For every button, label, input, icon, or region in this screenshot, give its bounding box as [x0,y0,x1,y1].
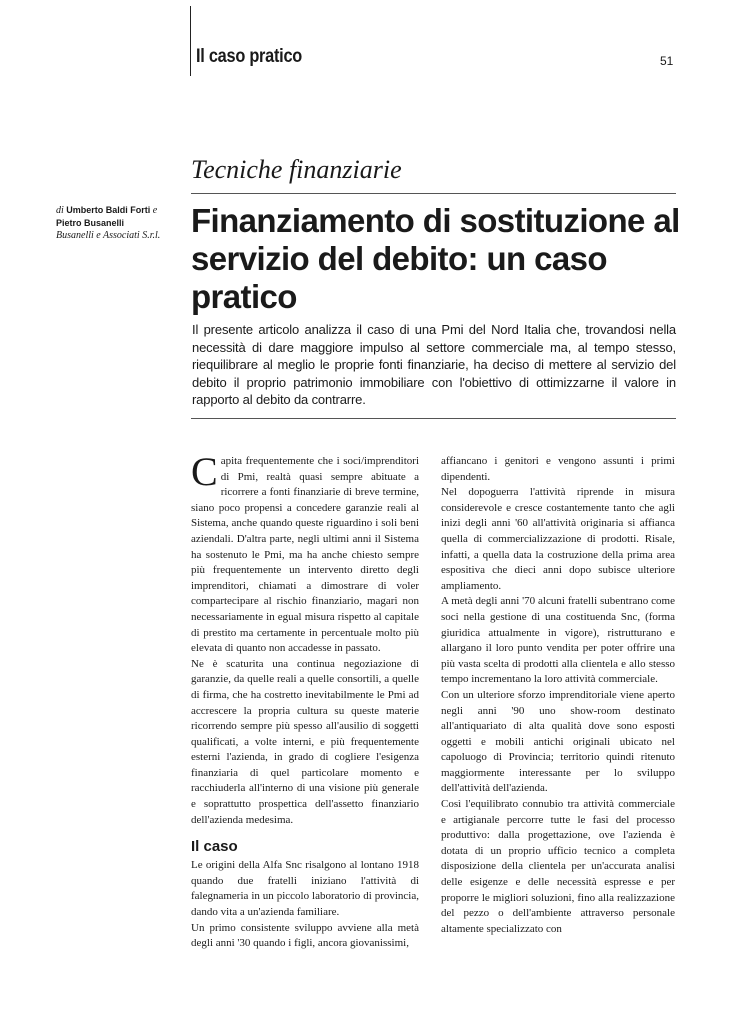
body-paragraph: affiancano i genitori e vengono assunti i primi dipendenti. [441,455,675,483]
article-abstract: Il presente articolo analizza il caso di una Pmi del Nord Italia che, trovandosi nella necessità di dare maggiore impulso al settore commerciale ma, al tempo stesso, riequilibrare al meglio le proprie fonti finanziarie, ha deciso di mettere al servizio del debito il proprio patrimonio immobiliare con l'obiettivo di ottimizzarne il valore in rapporto al debito da contrarre. [192,322,676,407]
body-paragraph: Un primo consistente sviluppo avviene alla metà degli anni '30 quando i figli, ancora giovanissimi, [191,921,419,950]
drop-cap: C [191,449,218,494]
article-headline: Finanziamento di sostituzione al servizio del debito: un caso pratico [191,202,680,315]
header-rule [190,6,191,76]
author-prefix: di [56,205,64,216]
author-affiliation: Busanelli e Associati S.r.l. [56,230,161,241]
section-rule [191,193,676,194]
body-column-right [441,454,675,937]
page-number: 51 [660,54,674,68]
body-paragraph: Ne è scaturita una continua negoziazione di garanzie, da quelle reali a quelle consortili, a quelle di firma, che ha costretto inevitabilmente le Pmi ad accrescere la propria cultura su queste materie ricorrendo sempre più spesso all'ausilio di soggetti qualificati, a volte interni, e più frequentemente esterni l'azienda, in grado di cogliere l'esigenza finanziaria di quel particolare momento e racchiuderla all'interno di una visione più generale e soprattutto prospettica dell'assetto finanziario dell'azienda medesima. [191,657,419,826]
author-conjunction: e [152,205,158,216]
paragraph-text: apita frequentemente che i soci/imprenditori di Pmi, realtà quasi sempre abituate a ricorrere a fonti finanziarie di breve termine, siano poco propensi a concedere garanzie reali al Sistema, anche quando queste riguardino i soli beni aziendali. D'altra parte, negli ultimi anni il Sistema ha sostenuto le Pmi, ma ha anche chiesto sempre più frequentemente un intervento diretto degli imprenditori, chiamati a dimostrare di voler compartecipare al rischio finanziario, magari non necessariamente in egual misura rispetto al capitale di prestito ma certamente in percentuale molto più elevata di quanto non accadesse in passato. [191,455,419,655]
author-name: Umberto Baldi Forti [66,205,151,215]
section-title: Tecniche finanziarie [191,155,402,184]
body-paragraph: A metà degli anni '70 alcuni fratelli subentrano come soci nella gestione di una costituenda Snc, (forma giuridica attualmente in vigore), ristrutturano e allargano il loro punto vendita per poter offrire una più vasta scelta di prodotti alla clientela e allo stesso tempo incrementano la loro attività commerciale. [441,595,675,686]
author-name: Pietro Busanelli [56,218,125,228]
body-paragraph: Nel dopoguerra l'attività riprende in misura considerevole e cresce costantemente tanto che agli inizi degli anni '60 all'attività originaria si affianca quella di commercializzazione di prodotti. Risale, infatti, a quella data la costruzione della prima area espositiva che dieci anni dopo subisce ulteriore ampliamento. [441,486,675,592]
body-paragraph [191,449,419,657]
body-column-left [191,449,419,952]
body-paragraph: Le origini della Alfa Snc risalgono al lontano 1918 quando due fratelli iniziano l'attività di falegnameria in un piccolo laboratorio di provincia, dando vita a un'azienda familiare. [191,859,419,919]
author-block [56,204,188,242]
subheading: Il caso [191,838,238,856]
body-paragraph: Con un ulteriore sforzo imprenditoriale viene aperto negli anni '90 uno show-room destinato all'antiquariato di alta qualità dove sono esposti oggetti e mobili antichi originali ubicato nel capoluogo di Provincia; territorio quindi ritenuto maggiormente interessante per lo sviluppo dell'attività dell'azienda. [441,688,675,795]
body-paragraph: Così l'equilibrato connubio tra attività commerciale e artigianale percorre tutte le fasi del processo produttivo: dalla progettazione, ove l'azienda è dotata di un proprio ufficio tecnico a completa disposizione della clientela per un'accurata analisi delle esigenze e delle necessità espresse e per proporre le migliori soluzioni, fino alla realizzazione del pezzo o dell'ambiente attraverso personale altamente specializzato con [441,798,675,935]
running-header: Il caso pratico [196,46,303,67]
abstract-rule [191,418,676,419]
